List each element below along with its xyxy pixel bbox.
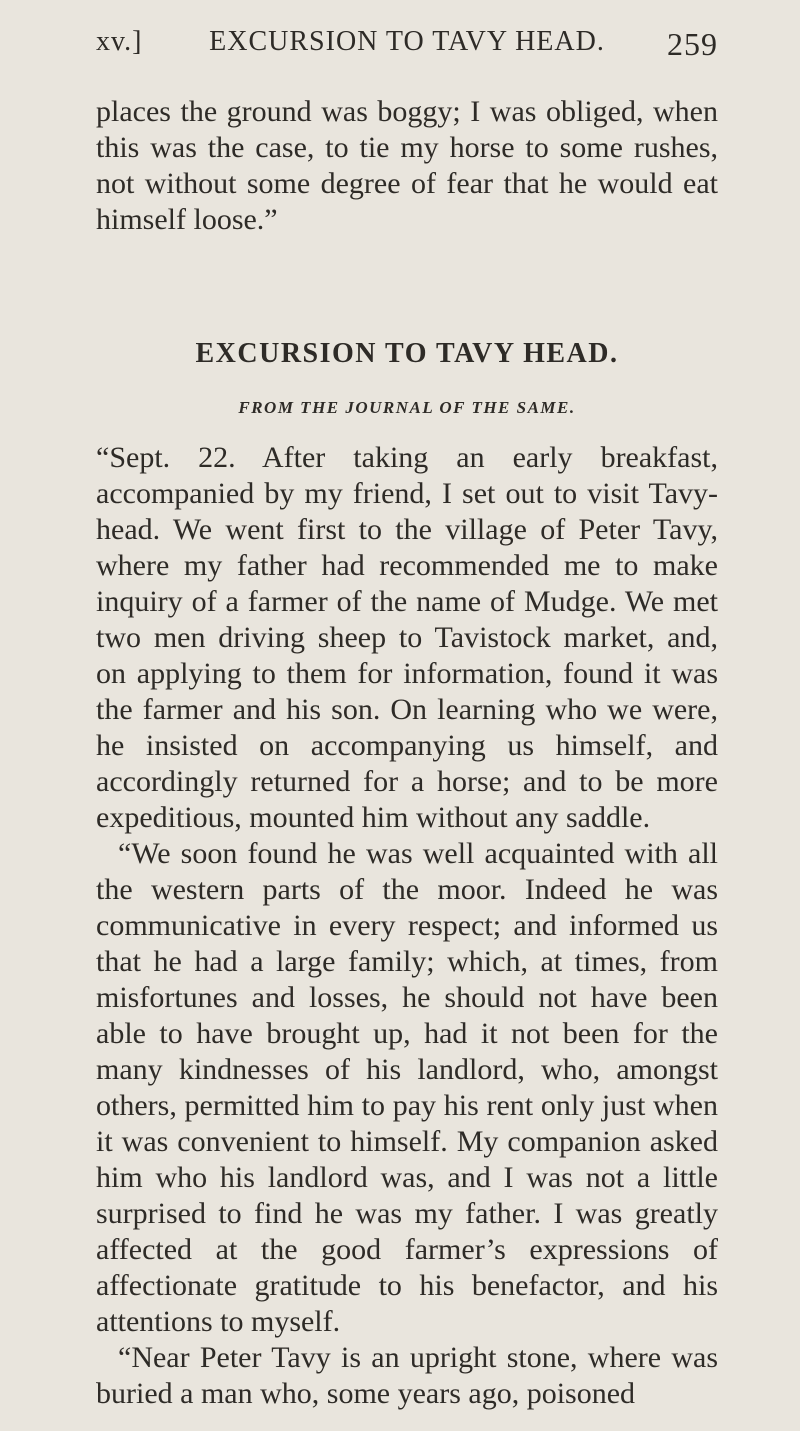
journal-text: [96, 440, 718, 1412]
section-heading: EXCURSION TO TAVY HEAD.: [195, 338, 619, 369]
journal-paragraph: “We soon found he was well acquainted with all the western parts of the moor. Indeed he was communicative in every respect; and informed us that he had a large family; which, at times, from misfortunes and losses, he should not have been able to have brought up, had it not been for the many kindnesses of his landlord, who, amongst others, permitted him to pay his rent only just when it was convenient to himself. My companion asked him who his landlord was, and I was not a little surprised to find he was my father. I was greatly affected at the good farmer’s expressions of affectionate gratitude to his benefactor, and his attentions to myself.: [96, 837, 718, 1338]
page-number: 259: [667, 26, 718, 62]
chapter-marker: xv.]: [96, 26, 143, 57]
journal-paragraph: “Near Peter Tavy is an upright stone, where was buried a man who, some years ago, poisoned: [96, 1341, 718, 1410]
section-subheading: FROM THE JOURNAL OF THE SAME.: [238, 398, 576, 417]
running-head: [96, 26, 718, 66]
running-title: EXCURSION TO TAVY HEAD.: [209, 26, 605, 57]
journal-paragraph: “Sept. 22. After taking an early breakfast, accompanied by my friend, I set out to visit Tavy-head. We went first to the village of Peter Tavy, where my father had recommended me to make inquiry of a farmer of the name of Mudge. We met two men driving sheep to Tavistock market, and, on applying to them for information, found it was the farmer and his son. On learning who we were, he insisted on accompanying us himself, and accordingly returned for a horse; and to be more expeditious, mounted him without any saddle.: [96, 441, 718, 834]
continued-paragraph: places the ground was boggy; I was obliged, when this was the case, to tie my horse to some rushes, not without some degree of fear that he would eat himself loose.”: [96, 95, 718, 236]
